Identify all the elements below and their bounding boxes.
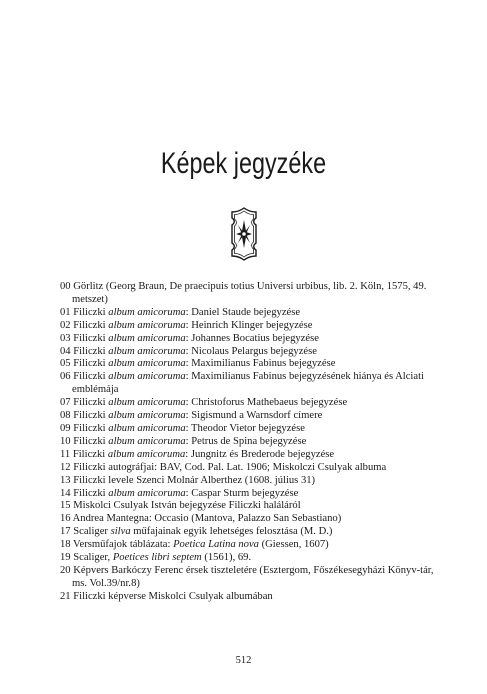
list-item: 01 Filiczki album amicoruma: Daniel Staude bejegyzése — [60, 306, 301, 318]
list-item: 21 Filiczki képverse Miskolci Csulyak albumában — [60, 590, 273, 602]
list-item: 04 Filiczki album amicoruma: Nicolaus Pelargus bejegyzése — [60, 345, 317, 357]
list-item: 12 Filiczki autográfjai: BAV, Cod. Pal. Lat. 1906; Miskolczi Csulyak albuma — [60, 461, 387, 473]
list-item: 20 Képvers Barkóczy Ferenc érsek tiszteletére (Esztergom, Főszékesegyházi Könyv-tár, ms. Vol.39/nr.8) — [60, 564, 434, 589]
list-item: 07 Filiczki album amicoruma: Christoforus Mathebaeus bejegyzése — [60, 397, 348, 409]
fleuron-ornament-icon — [229, 207, 259, 261]
list-item: 10 Filiczki album amicoruma: Petrus de Spina bejegyzése — [60, 435, 307, 447]
list-item: 19 Scaliger, Poetices libri septem (1561), 69. — [60, 552, 252, 564]
list-item: 14 Filiczki album amicoruma: Caspar Sturm bejegyzése — [60, 487, 299, 499]
list-item: 03 Filiczki album amicoruma: Johannes Bocatius bejegyzése — [60, 332, 319, 344]
list-item: 02 Filiczki album amicoruma: Heinrich Klinger bejegyzése — [60, 319, 313, 331]
list-item: 18 Versműfajok táblázata: Poetica Latina nova (Giessen, 1607) — [60, 539, 329, 551]
list-item: 17 Scaliger silva műfajainak egyik lehetséges felosztása (M. D.) — [60, 526, 333, 538]
list-item: 16 Andrea Mantegna: Occasio (Mantova, Palazzo San Sebastiano) — [60, 513, 342, 525]
page-title: Képek jegyzéke — [160, 147, 327, 180]
list-item: 15 Miskolci Csulyak István bejegyzése Filiczki haláláról — [60, 500, 301, 512]
list-item: 09 Filiczki album amicoruma: Theodor Vietor bejegyzése — [60, 422, 305, 434]
list-item: 11 Filiczki album amicoruma: Jungnitz és Brederode bejegyzése — [60, 448, 335, 460]
list-item: 08 Filiczki album amicoruma: Sigismund a Warnsdorf címere — [60, 410, 323, 422]
page-number: 512 — [235, 655, 252, 666]
list-item: 06 Filiczki album amicoruma: Maximilianus Fabinus bejegyzésének hiánya és Alciati emblémája — [60, 371, 424, 396]
list-item: 13 Filiczki levele Szenci Molnár Alberthez (1608. július 31) — [60, 474, 316, 486]
illustration-list — [60, 281, 440, 604]
list-item: 05 Filiczki album amicoruma: Maximilianus Fabinus bejegyzése — [60, 358, 336, 370]
list-item: 00 Görlitz (Georg Braun, De praecipuis totius Universi urbibus, lib. 2. Köln, 1575, 49. metszet) — [60, 281, 427, 305]
